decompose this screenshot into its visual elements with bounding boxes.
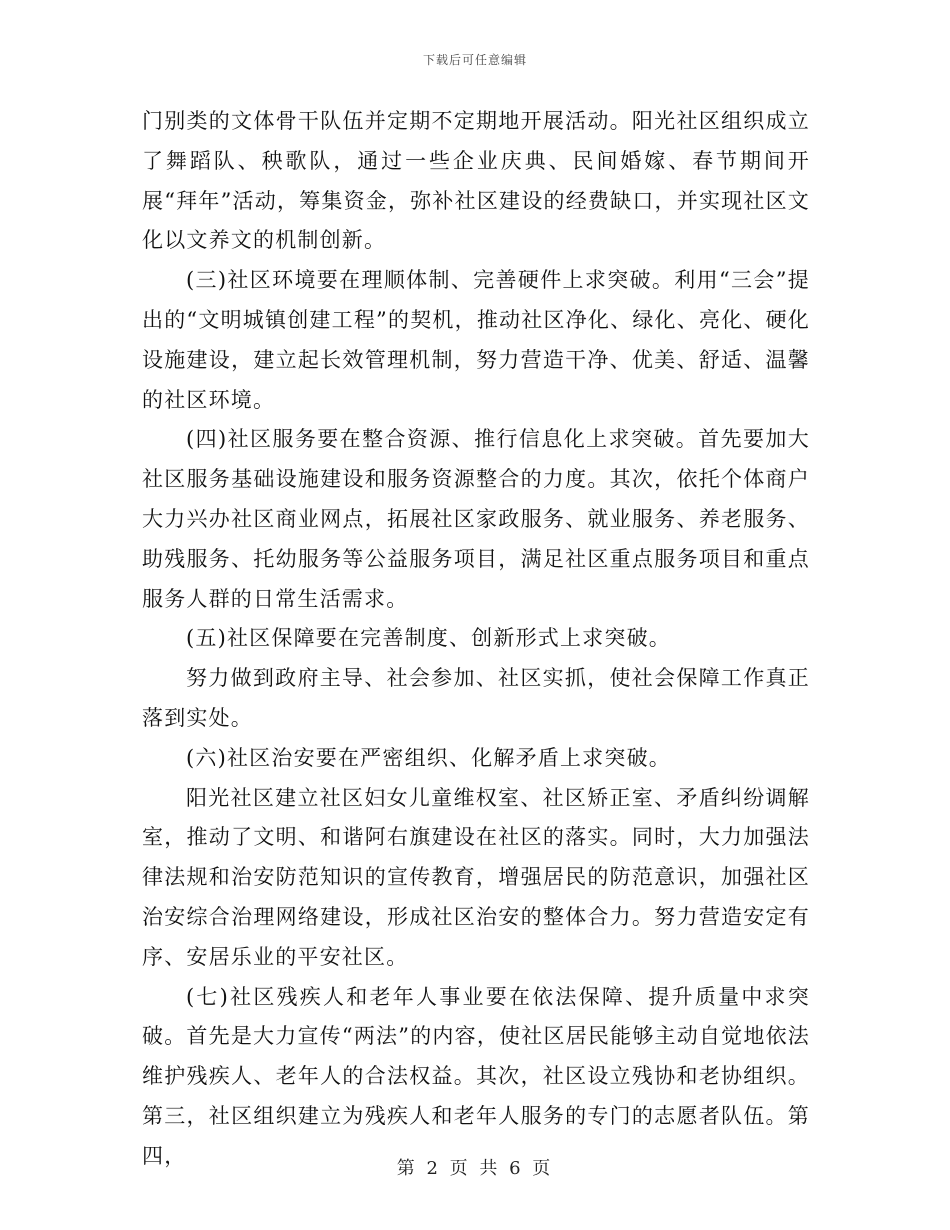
page-header: 下载后可任意编辑 — [422, 53, 527, 67]
paragraph-section-6-body: 阳光社区建立社区妇女儿童维权室、社区矫正室、矛盾纠纷调解室，推动了文明、和谐阿右旗建设在社区的落实。同时，大力加强法律法规和治安防范知识的宣传教育，增强居民的防范意识，加强社区治安综合治理网络建设，形成社区治安的整体合力。努力营造安定有序、安居乐业的平安社区。 — [142, 785, 810, 969]
document-body — [142, 102, 810, 1177]
paragraph-continuation: 门别类的文体骨干队伍并定期不定期地开展活动。阳光社区组织成立了舞蹈队、秧歌队，通过一些企业庆典、民间婚嫁、春节期间开展“拜年”活动，筹集资金，弥补社区建设的经费缺口，并实现社区文化以文养文的机制创新。 — [142, 109, 810, 253]
paragraph-section-6-heading: (六)社区治安要在严密组织、化解矛盾上求突破。 — [186, 745, 671, 770]
page-number: 第 2 页 共 6 页 — [396, 1158, 554, 1179]
paragraph-section-5-body: 努力做到政府主导、社会参加、社区实抓，使社会保障工作真正落到实处。 — [142, 666, 810, 730]
paragraph-section-7: (七)社区残疾人和老年人事业要在依法保障、提升质量中求突破。首先是大力宣传“两法”的内容，使社区居民能够主动自觉地依法维护残疾人、老年人的合法权益。其次，社区设立残协和老协组织。第三，社区组织建立为残疾人和老年人服务的专门的志愿者队伍。第四， — [142, 984, 810, 1168]
paragraph-section-3: (三)社区环境要在理顺体制、完善硬件上求突破。利用“三会”提出的“文明城镇创建工程”的契机，推动社区净化、绿化、亮化、硬化设施建设，建立起长效管理机制，努力营造干净、优美、舒适、温馨的社区环境。 — [142, 268, 810, 412]
paragraph-section-4: (四)社区服务要在整合资源、推行信息化上求突破。首先要加大社区服务基础设施建设和服务资源整合的力度。其次，依托个体商户大力兴办社区商业网点，拓展社区家政服务、就业服务、养老服务、助残服务、托幼服务等公益服务项目，满足社区重点服务项目和重点服务人群的日常生活需求。 — [142, 427, 810, 611]
paragraph-section-5-heading: (五)社区保障要在完善制度、创新形式上求突破。 — [186, 626, 671, 651]
